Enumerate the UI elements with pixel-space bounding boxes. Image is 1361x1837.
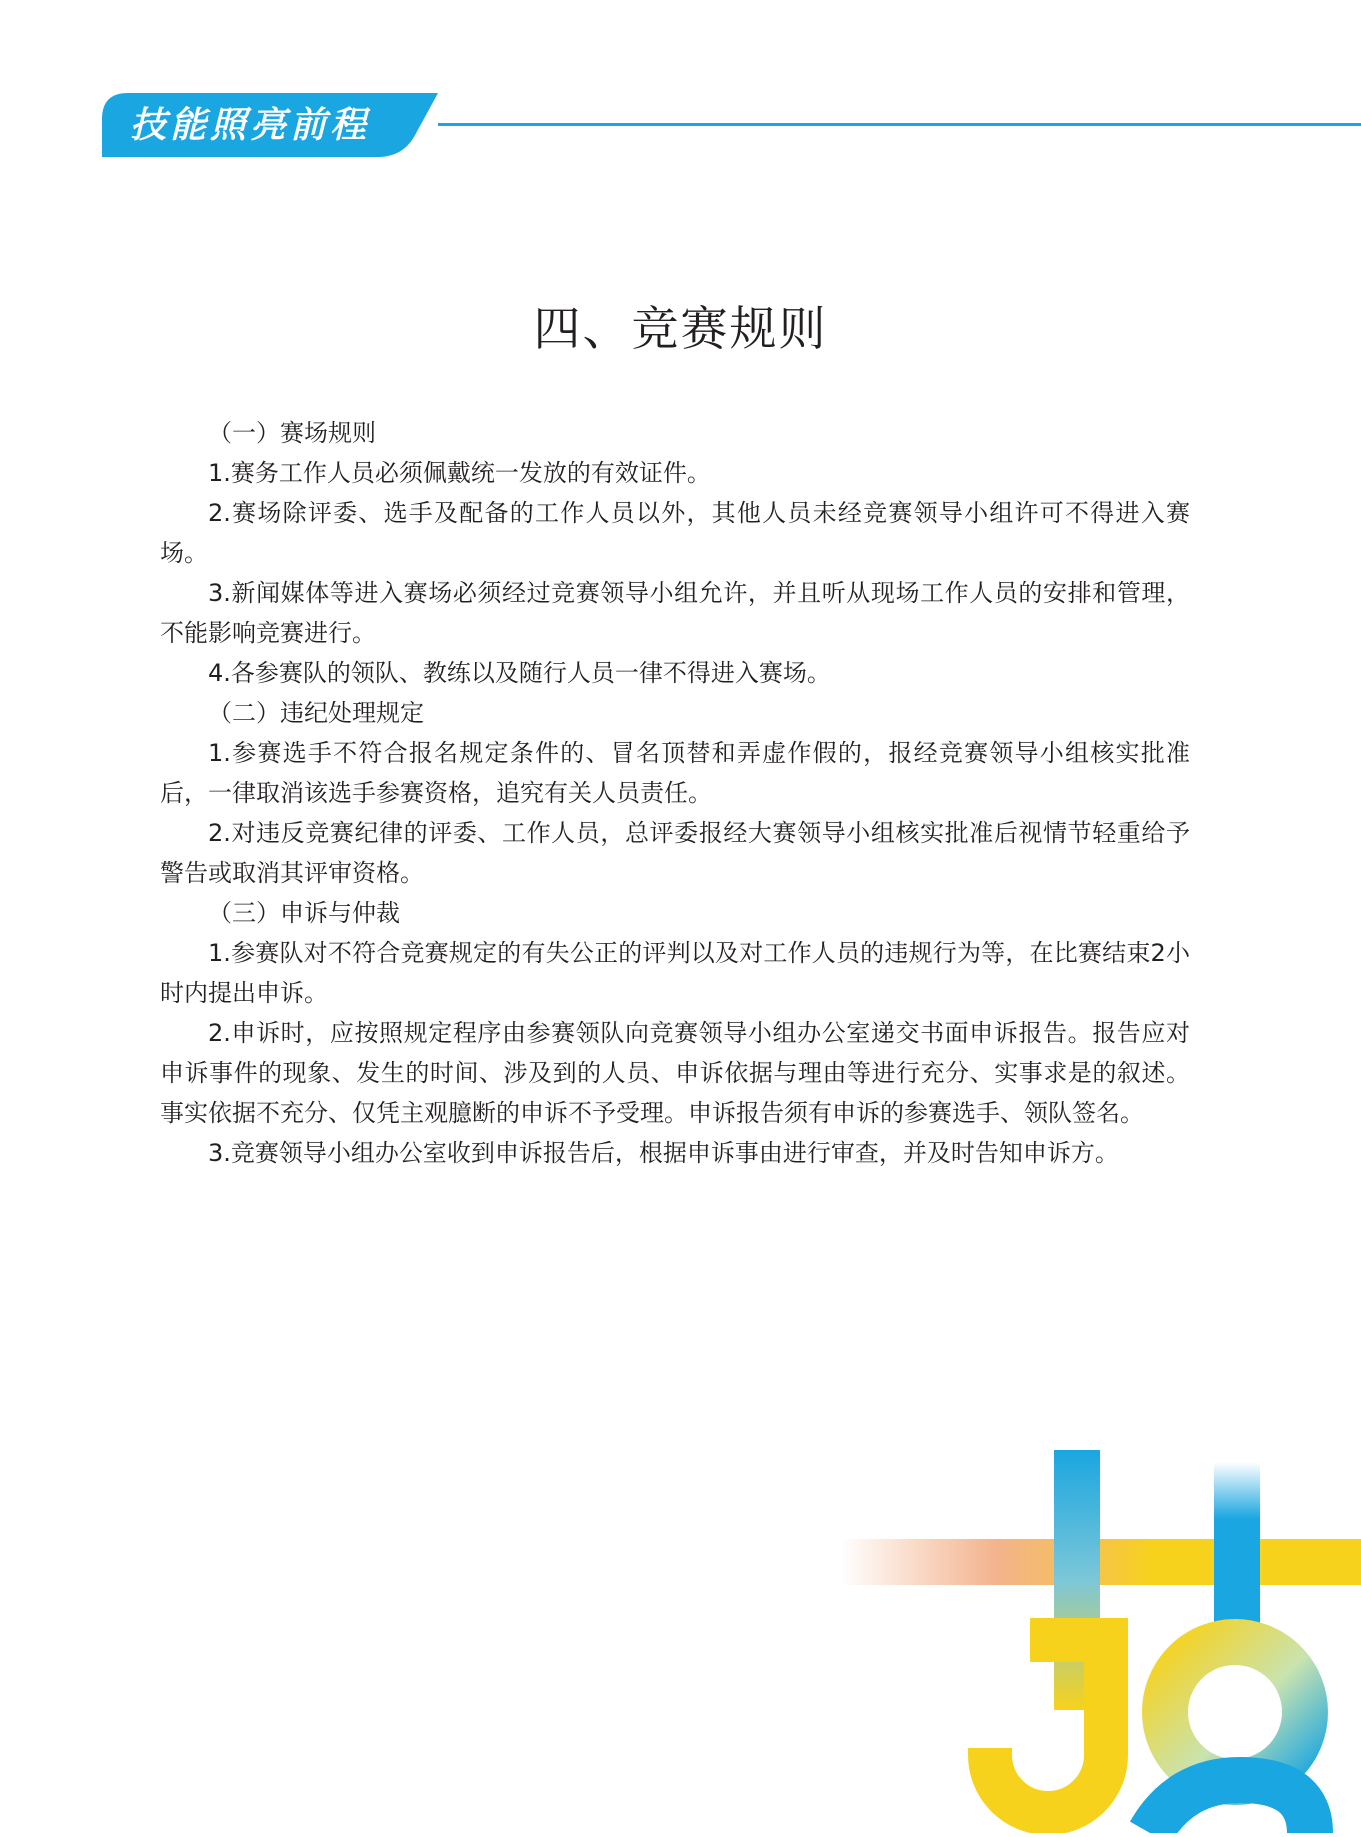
- paragraph: 1.赛务工作人员必须佩戴统一发放的有效证件。: [208, 459, 711, 487]
- paragraph: 2.对违反竞赛纪律的评委、工作人员，总评委报经大赛领导小组核实批准后视情节轻重给予警告或取消其评审资格。: [160, 819, 1190, 887]
- paragraph: 2.赛场除评委、选手及配备的工作人员以外，其他人员未经竞赛领导小组许可不得进入赛场。: [160, 499, 1190, 567]
- paragraph: 3.竞赛领导小组办公室收到申诉报告后，根据申诉事由进行审查，并及时告知申诉方。: [208, 1139, 1119, 1167]
- paragraph: 4.各参赛队的领队、教练以及随行人员一律不得进入赛场。: [208, 659, 831, 687]
- document-body: [160, 413, 1190, 1173]
- header-rule: [438, 123, 1361, 126]
- section-heading-venue-rules: （一）赛场规则: [208, 419, 376, 447]
- section-heading-appeals: （三）申诉与仲裁: [208, 899, 400, 927]
- paragraph: 1.参赛选手不符合报名规定条件的、冒名顶替和弄虚作假的，报经竞赛领导小组核实批准后，一律取消该选手参赛资格，追究有关人员责任。: [160, 739, 1190, 807]
- header-tab: [102, 93, 438, 157]
- paragraph: 1.参赛队对不符合竞赛规定的有失公正的评判以及对工作人员的违规行为等，在比赛结束2小时内提出申诉。: [160, 939, 1190, 1007]
- section-heading-discipline: （二）违纪处理规定: [208, 699, 424, 727]
- decorative-graphic: [840, 1450, 1361, 1837]
- page-title: 四、竞赛规则: [533, 302, 828, 357]
- paragraph: 2.申诉时，应按照规定程序由参赛领队向竞赛领导小组办公室递交书面申诉报告。报告应对申诉事件的现象、发生的时间、涉及到的人员、申诉依据与理由等进行充分、实事求是的叙述。事实依据不充分、仅凭主观臆断的申诉不予受理。申诉报告须有申诉的参赛选手、领队签名。: [160, 1019, 1190, 1127]
- header-title: 技能照亮前程: [130, 104, 371, 146]
- skill-logo-graphic: [840, 1450, 1361, 1833]
- paragraph: 3.新闻媒体等进入赛场必须经过竞赛领导小组允许，并且听从现场工作人员的安排和管理，不能影响竞赛进行。: [160, 579, 1190, 647]
